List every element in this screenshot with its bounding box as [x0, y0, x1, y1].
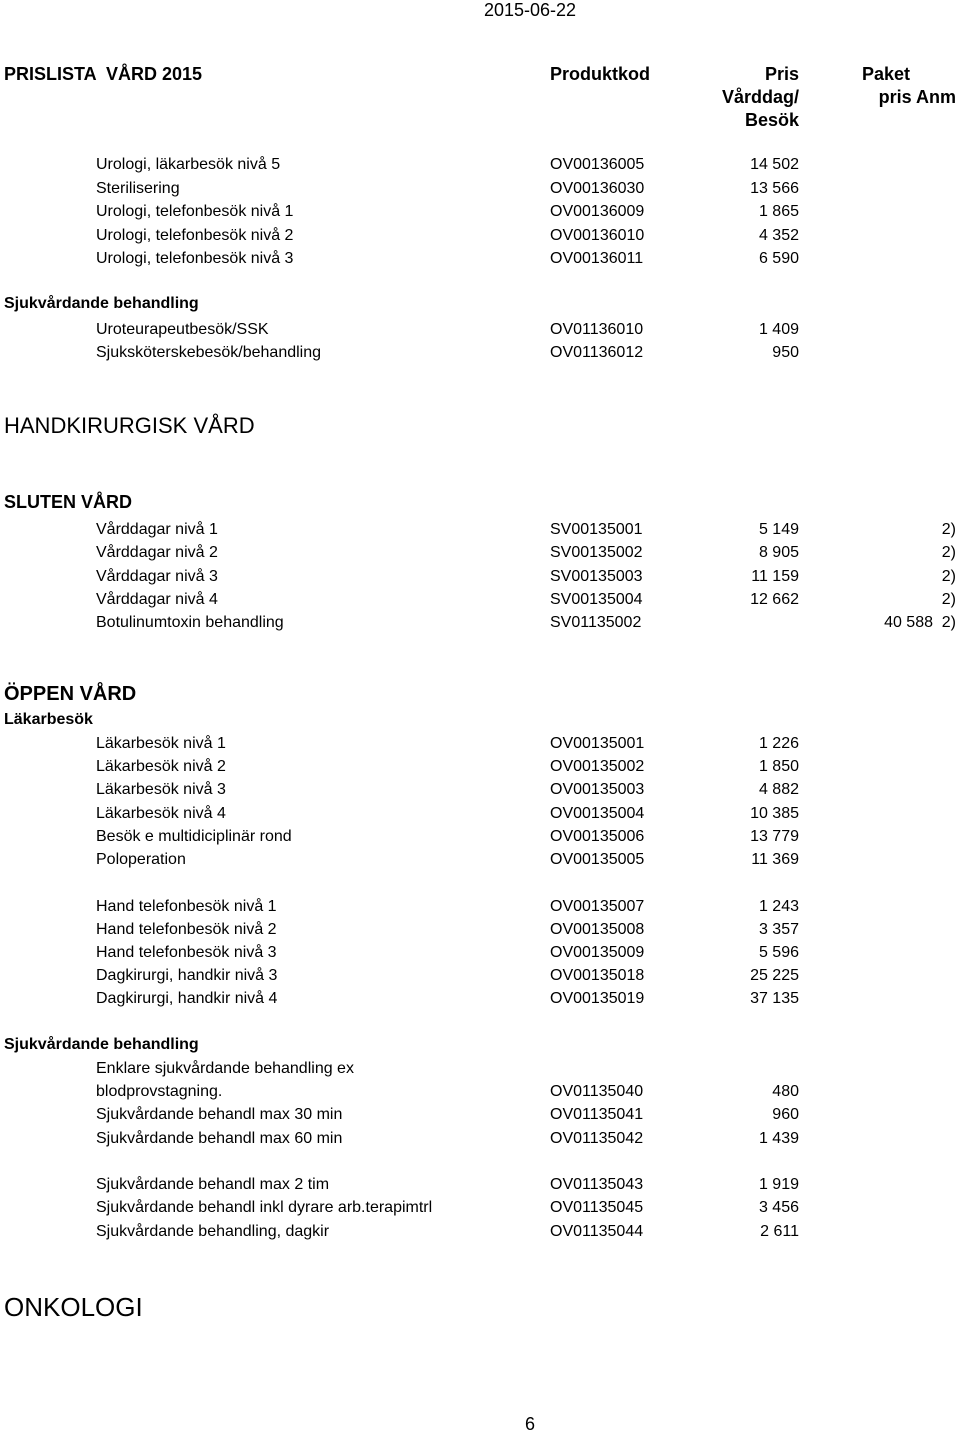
price: 11 369: [751, 851, 799, 868]
price: 12 662: [750, 591, 799, 608]
column-header-product-code: Produktkod: [550, 64, 651, 84]
table-row: [0, 1103, 960, 1127]
product-code: OV00136010: [550, 227, 645, 244]
table-row: [0, 341, 960, 365]
price: 1 226: [758, 735, 799, 752]
column-header-price: Pris: [764, 64, 799, 84]
product-code: OV00135002: [550, 758, 645, 775]
item-name: Vårddagar nivå 3: [96, 568, 218, 585]
price: 14 502: [750, 156, 799, 173]
product-code: OV00135006: [550, 828, 645, 845]
product-code: OV01135042: [550, 1130, 644, 1147]
item-name: Läkarbesök nivå 1: [96, 735, 226, 752]
price: 6 590: [758, 250, 799, 267]
table-row: [0, 802, 960, 826]
column-header-paket: Paket: [861, 64, 910, 84]
item-name: Urologi, telefonbesök nivå 1: [96, 203, 294, 220]
price: 3 456: [758, 1199, 799, 1216]
price: 5 596: [758, 944, 799, 961]
product-code: OV01135041: [550, 1106, 644, 1123]
table-row: [0, 964, 960, 988]
item-name-line2: blodprovstagning.: [96, 1083, 223, 1100]
note-ref: 2): [941, 591, 956, 608]
product-code: OV00135005: [550, 851, 645, 868]
price: 4 352: [758, 227, 799, 244]
column-header-paket-pris-anm: pris Anm: [878, 87, 956, 107]
table-row: [0, 541, 960, 565]
product-code: OV00135008: [550, 921, 645, 938]
table-row: [0, 825, 960, 849]
product-code: OV00136011: [550, 250, 644, 267]
product-code: OV01135043: [550, 1176, 644, 1193]
product-code: SV00135004: [550, 591, 643, 608]
product-code: OV01135040: [550, 1083, 644, 1100]
item-name: Hand telefonbesök nivå 1: [96, 898, 277, 915]
product-code: OV01136010: [550, 321, 644, 338]
table-row: [0, 200, 960, 224]
product-code: OV00135019: [550, 990, 645, 1007]
table-row: [0, 1173, 960, 1197]
price: 1 439: [758, 1130, 799, 1147]
item-name: Besök e multidiciplinär rond: [96, 828, 292, 845]
section-heading-sjukvardande: Sjukvårdande behandling: [4, 295, 199, 312]
page-number: 6: [524, 1414, 535, 1434]
price: 950: [772, 344, 799, 361]
table-row: [0, 611, 960, 635]
section-heading-sjukvardande-2: Sjukvårdande behandling: [4, 1036, 199, 1053]
price: 2 611: [760, 1223, 799, 1240]
price: 480: [772, 1083, 799, 1100]
price: 5 149: [758, 521, 799, 538]
price: 10 385: [750, 805, 799, 822]
product-code: OV01135044: [550, 1223, 644, 1240]
subheading-lakarbesok: Läkarbesök: [4, 711, 93, 728]
product-code: SV00135001: [550, 521, 643, 538]
price: 13 779: [750, 828, 799, 845]
section-title-handkirurgisk: HANDKIRURGISK VÅRD: [4, 413, 255, 438]
note-ref: 2): [941, 521, 956, 538]
table-row: [0, 1196, 960, 1220]
table-row: [0, 755, 960, 779]
product-code: OV00136009: [550, 203, 645, 220]
item-name: Dagkirurgi, handkir nivå 3: [96, 967, 278, 984]
item-name: Sjukvårdande behandl max 2 tim: [96, 1176, 330, 1193]
item-name: Hand telefonbesök nivå 3: [96, 944, 277, 961]
product-code: SV01135002: [550, 614, 642, 631]
price: 4 882: [758, 781, 799, 798]
item-name: Urologi, telefonbesök nivå 3: [96, 250, 294, 267]
table-row: [0, 1057, 960, 1081]
table-row: [0, 588, 960, 612]
product-code: OV01135045: [550, 1199, 644, 1216]
price-list-title: PRISLISTA VÅRD 2015: [4, 64, 203, 84]
price: 960: [772, 1106, 799, 1123]
price: 1 243: [758, 898, 799, 915]
price: 25 225: [750, 967, 799, 984]
table-row: [0, 1127, 960, 1151]
column-header-price-visit: Besök: [744, 110, 799, 130]
note-ref: 2): [941, 568, 956, 585]
price: 1 409: [758, 321, 799, 338]
item-name: Läkarbesök nivå 3: [96, 781, 226, 798]
price: 13 566: [750, 180, 799, 197]
document-date: 2015-06-22: [483, 0, 577, 20]
product-code: OV00135009: [550, 944, 645, 961]
item-name-line1: Enklare sjukvårdande behandling ex: [96, 1060, 354, 1077]
product-code: OV00135007: [550, 898, 645, 915]
product-code: OV00135018: [550, 967, 645, 984]
item-name: Uroteurapeutbesök/SSK: [96, 321, 269, 338]
item-name: Urologi, telefonbesök nivå 2: [96, 227, 294, 244]
item-name: Dagkirurgi, handkir nivå 4: [96, 990, 278, 1007]
item-name: Urologi, läkarbesök nivå 5: [96, 156, 281, 173]
item-name: Sjukvårdande behandl max 30 min: [96, 1106, 343, 1123]
item-name: Vårddagar nivå 4: [96, 591, 218, 608]
item-name: Sjukvårdande behandl max 60 min: [96, 1130, 343, 1147]
product-code: OV00136005: [550, 156, 645, 173]
item-name: Vårddagar nivå 2: [96, 544, 218, 561]
item-name: Sterilisering: [96, 180, 180, 197]
price: 8 905: [758, 544, 799, 561]
section-title-onkologi: ONKOLOGI: [4, 1292, 143, 1322]
table-row: [0, 177, 960, 201]
product-code: OV00135001: [550, 735, 645, 752]
column-header-price-unit: Vårddag/: [721, 87, 799, 107]
product-code: OV00135003: [550, 781, 645, 798]
item-name: Botulinumtoxin behandling: [96, 614, 284, 631]
table-row: [0, 247, 960, 271]
table-row: [0, 941, 960, 965]
table-row: [0, 918, 960, 942]
price: 1 919: [758, 1176, 799, 1193]
price: 37 135: [750, 990, 799, 1007]
table-row: [0, 895, 960, 919]
section-heading-oppen-vard: ÖPPEN VÅRD: [4, 683, 137, 705]
price: 1 865: [758, 203, 799, 220]
item-name: Sjuksköterskebesök/behandling: [96, 344, 322, 361]
item-name: Vårddagar nivå 1: [96, 521, 218, 538]
product-code: SV00135002: [550, 544, 643, 561]
table-row: [0, 518, 960, 542]
product-code: OV00136030: [550, 180, 645, 197]
table-row: [0, 1220, 960, 1244]
table-row: [0, 987, 960, 1011]
table-row: [0, 1080, 960, 1104]
price: 1 850: [758, 758, 799, 775]
table-row: [0, 848, 960, 872]
table-row: [0, 318, 960, 342]
item-name: Läkarbesök nivå 2: [96, 758, 226, 775]
item-name: Sjukvårdande behandling, dagkir: [96, 1223, 330, 1240]
price: 3 357: [758, 921, 799, 938]
table-row: [0, 224, 960, 248]
package-price: 40 588: [884, 614, 933, 631]
table-row: [0, 732, 960, 756]
table-row: [0, 565, 960, 589]
table-row: [0, 778, 960, 802]
product-code: OV00135004: [550, 805, 645, 822]
item-name: Poloperation: [96, 851, 186, 868]
price: 11 159: [751, 568, 799, 585]
section-heading-sluten-vard: SLUTEN VÅRD: [4, 492, 133, 512]
note-ref: 2): [941, 614, 956, 631]
item-name: Läkarbesök nivå 4: [96, 805, 226, 822]
table-row: [0, 153, 960, 177]
product-code: OV01136012: [550, 344, 644, 361]
item-name: Sjukvårdande behandl inkl dyrare arb.terapimtrl: [96, 1199, 433, 1216]
item-name: Hand telefonbesök nivå 2: [96, 921, 277, 938]
product-code: SV00135003: [550, 568, 643, 585]
note-ref: 2): [941, 544, 956, 561]
